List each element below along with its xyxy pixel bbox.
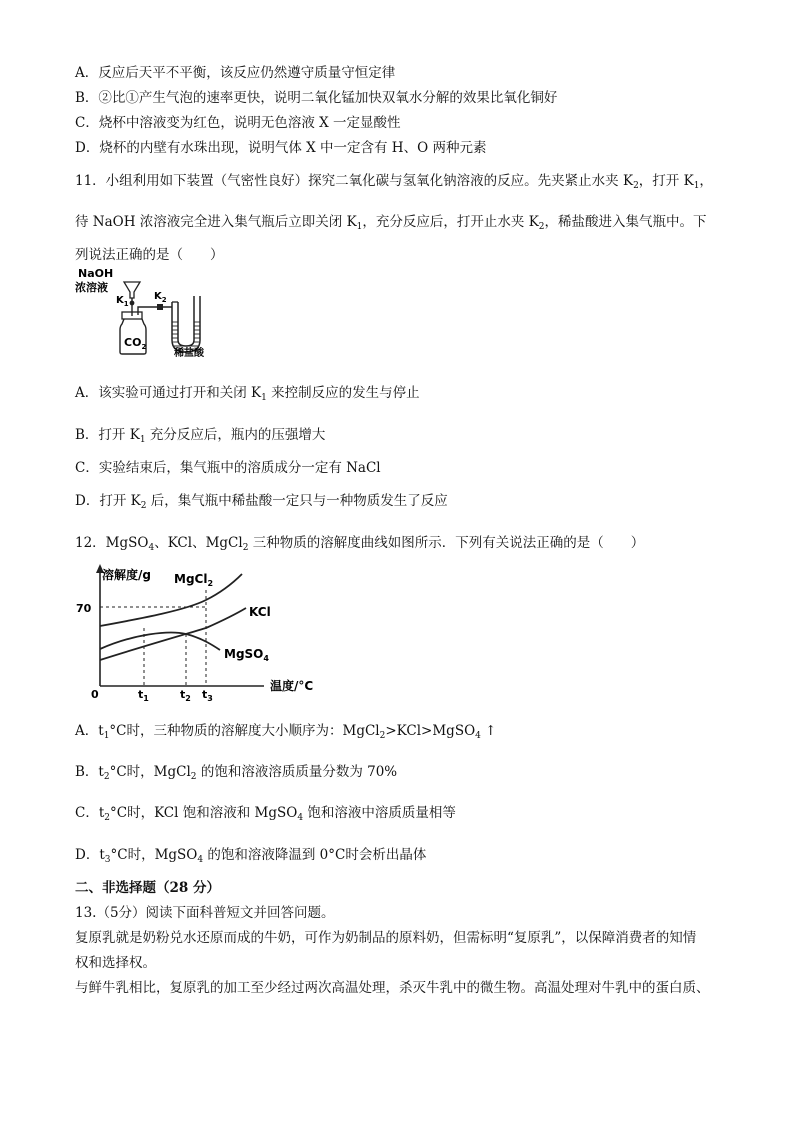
q11-stem-line2: 待 NaOH 浓溶液完全进入集气瓶后立即关闭 $K_1$，充分反应后，打开止水夹 $K_2$，稀盐酸进入集气瓶中。下	[75, 214, 707, 232]
mgcl2-label: MgCl$_2$	[174, 572, 214, 588]
q11-stem-line3: 列说法正确的是（ ）	[75, 247, 224, 263]
q11-option-d: D．打开 $K_2$ 后，集气瓶中稀盐酸一定只与一种物质发生了反应	[75, 493, 448, 511]
apparatus-diagram	[74, 266, 234, 358]
label-k2: $K_2$	[154, 291, 167, 304]
label-co2: $CO_2$	[124, 336, 147, 351]
q12-solubility-chart	[74, 562, 336, 704]
q12-stem: 12．MgSO$_4$、KCl、MgCl$_2$ 三种物质的溶解度曲线如图所示．下列有关说法正确的是（ ）	[75, 535, 645, 553]
y-tick-70: 70	[76, 602, 92, 615]
y-axis-label: 溶解度/g	[102, 568, 151, 582]
origin-label: 0	[91, 688, 99, 701]
stopcock-k1	[130, 301, 135, 306]
dropping-funnel	[124, 282, 140, 298]
q10-option-b: B．②比①产生气泡的速率更快，说明二氧化锰加快双氧水分解的效果比氧化铜好	[75, 90, 558, 106]
passage-para2: 与鲜牛乳相比，复原乳的加工至少经过两次高温处理，杀灭牛乳中的微生物。高温处理对牛乳中的蛋白质、	[75, 980, 710, 996]
t1-label: $t_1$	[138, 688, 149, 703]
q11-option-a: A．该实验可通过打开和关闭 $K_1$ 来控制反应的发生与停止	[75, 385, 420, 403]
label-dilute-hcl: 稀盐酸	[174, 348, 204, 358]
label-naoh: NaOH	[78, 267, 114, 280]
connecting-tube	[138, 307, 172, 315]
t3-label: $t_3$	[202, 688, 213, 703]
u-tube-outer	[172, 296, 200, 352]
label-k1: $K_1$	[116, 295, 129, 308]
x-axis-label: 温度/°C	[270, 679, 314, 693]
solubility-curve-svg	[74, 562, 336, 704]
clamp-k2	[157, 304, 163, 310]
hydrochloric-acid-liquid	[172, 322, 200, 349]
q11-option-c: C．实验结束后，集气瓶中的溶质成分一定有 NaCl	[75, 460, 381, 476]
q11-apparatus-figure	[74, 266, 234, 358]
label-concentrated-solution: 浓溶液	[75, 281, 108, 294]
q12-option-a: A．$t_1^\circ C$时，三种物质的溶解度大小顺序为：MgCl$_2$>KCl>MgSO$_4$ ↑	[75, 723, 497, 741]
q11-option-b: B．打开 $K_1$ 充分反应后，瓶内的压强增大	[75, 427, 326, 445]
q13-title: 13.（5分）阅读下面科普短文并回答问题。	[75, 905, 335, 921]
reference-dashed-lines	[100, 590, 206, 686]
u-tube-inner	[178, 296, 194, 346]
q11-stem-line1: 11．小组利用如下装置（气密性良好）探究二氧化碳与氢氧化钠溶液的反应。先夹紧止水夹 $K_2$，打开 $K_1$，	[75, 173, 713, 191]
mgso4-label: MgSO$_4$	[224, 647, 269, 663]
passage-para1-line2: 权和选择权。	[75, 955, 156, 971]
q12-option-d: D．$t_3^\circ C$时，MgSO$_4$ 的饱和溶液降温到 0°C时会析出晶体	[75, 847, 427, 865]
passage-para1-line1: 复原乳就是奶粉兑水还原而成的牛奶，可作为奶制品的原料奶，但需标明“复原乳”，以保障消费者的知情	[75, 930, 697, 946]
q12-option-b: B．$t_2^\circ C$时，MgCl$_2$ 的饱和溶液溶质质量分数为 70%	[75, 764, 398, 782]
q12-option-c: C．$t_2^\circ C$时，KCl 饱和溶液和 MgSO$_4$ 饱和溶液中溶质质量相等	[75, 805, 456, 823]
q10-option-d: D．烧杯的内壁有水珠出现，说明气体 X 中一定含有 H、O 两种元素	[75, 140, 487, 156]
kcl-label: KCl	[249, 605, 271, 619]
t2-label: $t_2$	[180, 688, 191, 703]
section-heading: 二、非选择题（28 分）	[75, 880, 220, 896]
q10-option-a: A．反应后天平不平衡，该反应仍然遵守质量守恒定律	[75, 65, 396, 81]
q10-option-c: C．烧杯中溶液变为红色，说明无色溶液 X 一定显酸性	[75, 115, 401, 131]
